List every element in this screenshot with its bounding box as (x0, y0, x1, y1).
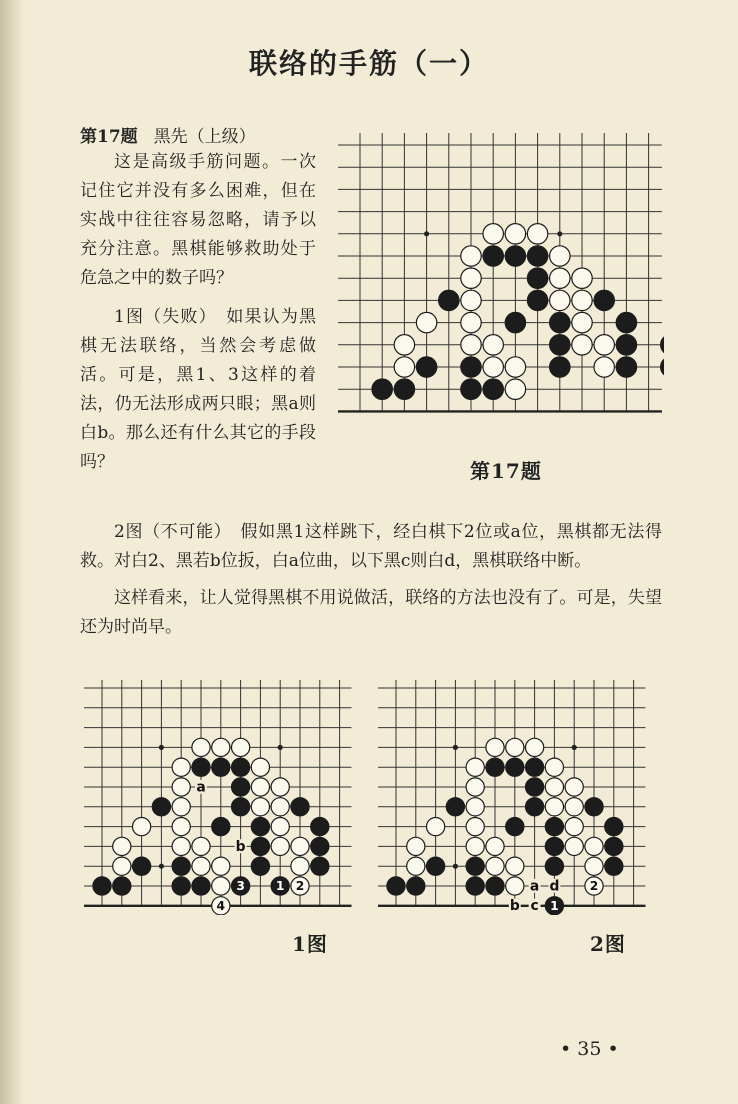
white-stone (132, 817, 150, 835)
black-stone (231, 758, 249, 776)
white-stone (545, 758, 563, 776)
white-stone (506, 738, 524, 756)
white-stone (291, 857, 309, 875)
white-stone (212, 857, 230, 875)
black-stone (605, 837, 623, 855)
black-stone (311, 857, 329, 875)
white-stone (466, 778, 484, 796)
white-stone (251, 758, 269, 776)
white-stone (291, 837, 309, 855)
white-stone (594, 335, 614, 355)
white-stone (585, 837, 603, 855)
point-label: b (235, 838, 246, 855)
paragraph: 1图（失败） 如果认为黑棋无法联络，当然会考虑做活。可是，黑1、3这样的着法，仍无法形成两只眼；黑a则白b。那么还有什么其它的手段吗？ (80, 307, 316, 472)
black-stone (311, 837, 329, 855)
black-stone (505, 312, 525, 332)
white-stone (572, 268, 592, 288)
white-stone (251, 798, 269, 816)
body-text (80, 518, 662, 650)
black-stone (527, 246, 547, 266)
white-stone (461, 290, 481, 310)
problem-condition: 黑先（上级） (153, 127, 256, 147)
white-stone (271, 817, 289, 835)
black-stone (372, 379, 392, 399)
point-label: b (509, 898, 520, 915)
white-stone (271, 778, 289, 796)
white-stone (572, 290, 592, 310)
white-stone (506, 877, 524, 895)
black-stone (132, 857, 150, 875)
black-stone (525, 758, 543, 776)
white-stone (466, 758, 484, 776)
white-stone (486, 738, 504, 756)
white-stone (461, 312, 481, 332)
white-stone (572, 335, 592, 355)
hoshi-point (572, 745, 577, 750)
point-label: c (530, 898, 539, 915)
black-stone (545, 857, 563, 875)
white-stone (483, 224, 503, 244)
black-stone (605, 817, 623, 835)
stone-move-number: 1 (550, 898, 559, 913)
black-stone (506, 758, 524, 776)
paragraph: 这是高级手筋问题。一次记住它并没有多么困难，但在实战中往往容易忽略，请予以充分注意。黑棋能够救助处于危急之中的数子吗？ (80, 152, 316, 288)
hoshi-point (278, 745, 283, 750)
white-stone (407, 837, 425, 855)
black-stone (483, 246, 503, 266)
black-stone (212, 758, 230, 776)
white-stone (416, 312, 436, 332)
white-stone (506, 857, 524, 875)
white-stone (172, 817, 190, 835)
white-stone (545, 778, 563, 796)
black-stone (550, 335, 570, 355)
black-stone (93, 877, 111, 895)
go-board-diagram-1 (84, 680, 354, 915)
hoshi-point (159, 864, 164, 869)
hoshi-point (453, 745, 458, 750)
black-stone (426, 857, 444, 875)
problem-heading (80, 122, 256, 147)
white-stone (461, 335, 481, 355)
white-stone (565, 837, 583, 855)
white-stone (565, 817, 583, 835)
stone-move-number: 4 (216, 898, 226, 913)
black-stone (486, 758, 504, 776)
black-stone (172, 857, 190, 875)
go-board-d2-svg (378, 680, 648, 915)
black-stone (212, 817, 230, 835)
white-stone (231, 738, 249, 756)
white-stone (461, 246, 481, 266)
white-stone (172, 778, 190, 796)
black-stone (527, 268, 547, 288)
black-stone (231, 798, 249, 816)
white-stone (585, 857, 603, 875)
black-stone (446, 798, 464, 816)
white-stone (212, 877, 230, 895)
stone-move-number: 1 (275, 878, 285, 893)
white-stone (394, 357, 414, 377)
white-stone (572, 312, 592, 332)
white-stone (550, 268, 570, 288)
white-stone (172, 798, 190, 816)
white-stone (466, 798, 484, 816)
go-board-problem-17 (338, 133, 664, 439)
black-stone (550, 357, 570, 377)
white-stone (594, 357, 614, 377)
black-stone (407, 877, 425, 895)
white-stone (192, 857, 210, 875)
point-label: d (549, 878, 560, 895)
hoshi-point (424, 231, 429, 236)
stone-move-number: 2 (589, 878, 599, 893)
white-stone (550, 246, 570, 266)
go-board-d1-svg (84, 680, 354, 915)
white-stone (271, 837, 289, 855)
paragraph: 这样看来，让人觉得黑棋不用说做活，联络的方法也没有了。可是，失望还为时尚早。 (80, 588, 662, 637)
diagram-caption: 第17题 (470, 459, 542, 483)
problem-description (80, 148, 316, 487)
white-stone (466, 817, 484, 835)
black-stone (616, 335, 636, 355)
diagram-caption: 1图 (292, 932, 328, 956)
paragraph: 2图（不可能） 假如黑1这样跳下，经白棋下2位或a位，黑棋都无法得救。对白2、黑若b位扳，白a位曲，以下黑c则白d，黑棋联络中断。 (80, 522, 662, 571)
black-stone (545, 837, 563, 855)
black-stone (605, 857, 623, 875)
white-stone (192, 738, 210, 756)
black-stone (616, 357, 636, 377)
white-stone (212, 738, 230, 756)
black-stone (231, 778, 249, 796)
black-stone (416, 357, 436, 377)
white-stone (113, 837, 131, 855)
white-stone (527, 224, 547, 244)
white-stone (486, 837, 504, 855)
white-stone (565, 778, 583, 796)
black-stone (461, 379, 481, 399)
black-stone (527, 290, 547, 310)
black-stone (394, 379, 414, 399)
black-stone (486, 877, 504, 895)
black-stone (113, 877, 131, 895)
black-stone (661, 335, 664, 355)
black-stone (545, 817, 563, 835)
black-stone (466, 877, 484, 895)
black-stone (311, 817, 329, 835)
black-stone (251, 857, 269, 875)
page-number: • 35 • (560, 1038, 619, 1060)
black-stone (251, 817, 269, 835)
white-stone (251, 778, 269, 796)
go-board-diagram-2 (378, 680, 648, 915)
white-stone (483, 335, 503, 355)
white-stone (565, 798, 583, 816)
white-stone (172, 758, 190, 776)
black-stone (172, 877, 190, 895)
black-stone (387, 877, 405, 895)
black-stone (594, 290, 614, 310)
stone-move-number: 2 (295, 878, 305, 893)
page-binding-edge (0, 0, 22, 1104)
white-stone (505, 379, 525, 399)
black-stone (152, 798, 170, 816)
page-title: 联络的手筋（一） (248, 47, 489, 80)
white-stone (113, 857, 131, 875)
white-stone (192, 837, 210, 855)
hoshi-point (557, 231, 562, 236)
white-stone (466, 837, 484, 855)
black-stone (192, 758, 210, 776)
white-stone (271, 798, 289, 816)
black-stone (505, 246, 525, 266)
black-stone (439, 290, 459, 310)
white-stone (525, 738, 543, 756)
black-stone (483, 379, 503, 399)
black-stone (661, 357, 664, 377)
hoshi-point (159, 745, 164, 750)
black-stone (616, 312, 636, 332)
black-stone (291, 798, 309, 816)
white-stone (505, 224, 525, 244)
point-label: a (529, 878, 540, 895)
black-stone (251, 837, 269, 855)
white-stone (483, 357, 503, 377)
stone-move-number: 3 (236, 878, 245, 893)
hoshi-point (453, 864, 458, 869)
white-stone (426, 817, 444, 835)
black-stone (525, 798, 543, 816)
white-stone (172, 837, 190, 855)
black-stone (461, 357, 481, 377)
problem-label: 第17题 (80, 127, 138, 147)
white-stone (505, 357, 525, 377)
black-stone (525, 778, 543, 796)
black-stone (585, 798, 603, 816)
black-stone (550, 312, 570, 332)
white-stone (461, 268, 481, 288)
diagram-caption: 2图 (590, 932, 626, 956)
go-board-main-svg (338, 133, 664, 439)
point-label: a (196, 779, 206, 796)
white-stone (550, 290, 570, 310)
black-stone (192, 877, 210, 895)
white-stone (407, 857, 425, 875)
black-stone (506, 817, 524, 835)
white-stone (545, 798, 563, 816)
white-stone (486, 857, 504, 875)
white-stone (394, 335, 414, 355)
black-stone (466, 857, 484, 875)
